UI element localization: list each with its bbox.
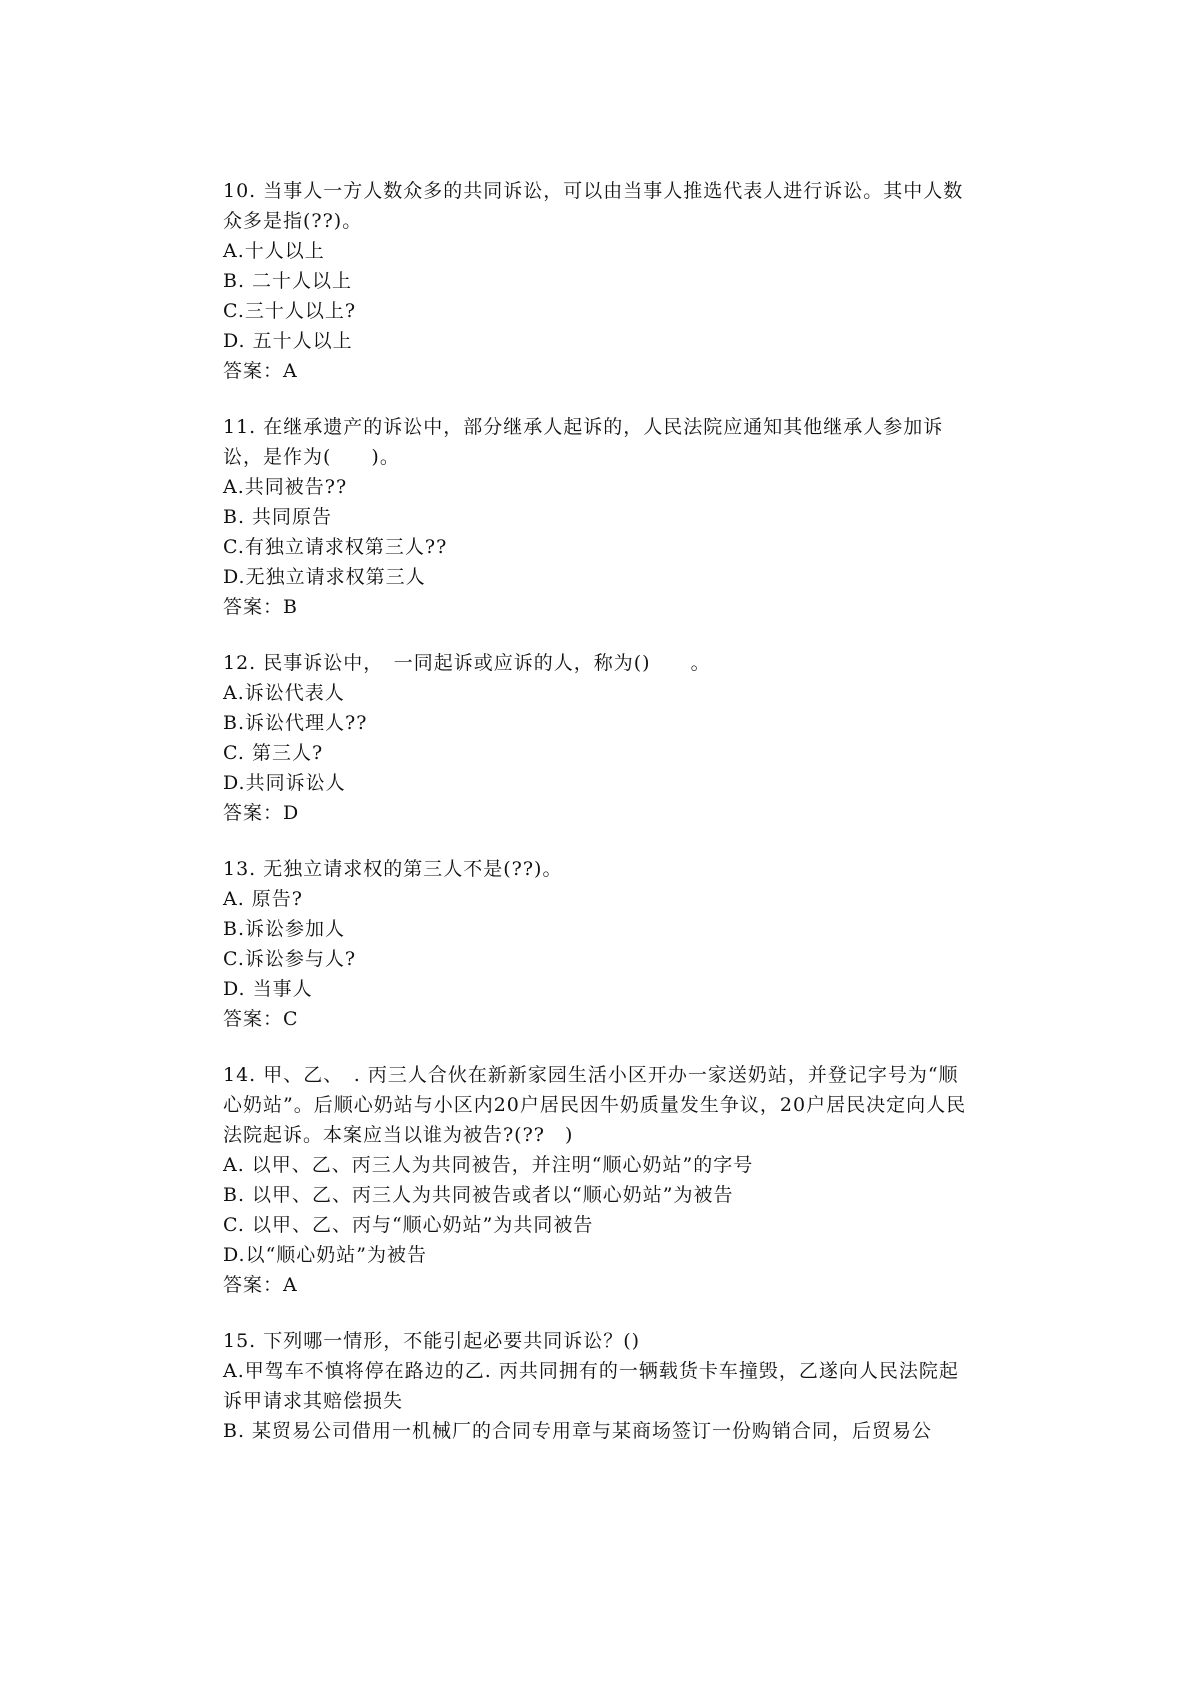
option-a: A.甲驾车不慎将停在路边的乙. 丙共同拥有的一辆载货卡车撞毁，乙遂向人民法院起诉甲请求其赔偿损失	[223, 1360, 959, 1412]
option-b: B. 某贸易公司借用一机械厂的合同专用章与某商场签订一份购销合同，后贸易公	[223, 1420, 933, 1442]
option-b: B. 以甲、乙、丙三人为共同被告或者以“顺心奶站”为被告	[223, 1184, 734, 1206]
answer-line: 答案：B	[223, 596, 298, 618]
answer-line: 答案：D	[223, 802, 300, 824]
question-stem: 11. 在继承遗产的诉讼中，部分继承人起诉的，人民法院应通知其他继承人参加诉讼，是作为( )。	[223, 416, 944, 468]
option-d: D.共同诉讼人	[223, 772, 346, 794]
option-a: A. 以甲、乙、丙三人为共同被告，并注明“顺心奶站”的字号	[223, 1154, 754, 1176]
question-stem: 15. 下列哪一情形，不能引起必要共同诉讼？()	[223, 1330, 641, 1352]
option-b: B.诉讼参加人	[223, 918, 346, 940]
question-stem: 12. 民事诉讼中， 一同起诉或应诉的人，称为() 。	[223, 652, 711, 674]
option-c: C.三十人以上?	[223, 300, 357, 322]
option-b: B.诉讼代理人??	[223, 712, 368, 734]
answer-line: 答案：A	[223, 360, 298, 382]
option-a: A.十人以上	[223, 240, 325, 262]
option-c: C.诉讼参与人?	[223, 948, 357, 970]
answer-line: 答案：C	[223, 1008, 299, 1030]
option-d: D.无独立请求权第三人	[223, 566, 426, 588]
option-d: D. 五十人以上	[223, 330, 353, 352]
question-11	[223, 412, 973, 622]
question-stem: 13. 无独立请求权的第三人不是(??)。	[223, 858, 563, 880]
option-d: D. 当事人	[223, 978, 313, 1000]
question-list	[223, 176, 973, 1472]
question-10	[223, 176, 973, 386]
answer-line: 答案：A	[223, 1274, 298, 1296]
option-c: C. 第三人?	[223, 742, 324, 764]
question-12	[223, 648, 973, 828]
option-a: A.诉讼代表人	[223, 682, 345, 704]
option-c: C.有独立请求权第三人??	[223, 536, 448, 558]
option-b: B. 共同原告	[223, 506, 333, 528]
option-a: A.共同被告??	[223, 476, 348, 498]
question-stem: 14. 甲、乙、 . 丙三人合伙在新新家园生活小区开办一家送奶站，并登记字号为“顺心奶站”。后顺心奶站与小区内20户居民因牛奶质量发生争议，20户居民决定向人民法院起诉。本案应当以谁为被告?(?? )	[223, 1064, 967, 1146]
option-d: D.以“顺心奶站”为被告	[223, 1244, 428, 1266]
question-stem: 10. 当事人一方人数众多的共同诉讼，可以由当事人推选代表人进行诉讼。其中人数众多是指(??)。	[223, 180, 964, 232]
option-c: C. 以甲、乙、丙与“顺心奶站”为共同被告	[223, 1214, 594, 1236]
question-15	[223, 1326, 973, 1446]
question-13	[223, 854, 973, 1034]
question-14	[223, 1060, 973, 1300]
option-a: A. 原告?	[223, 888, 303, 910]
option-b: B. 二十人以上	[223, 270, 353, 292]
